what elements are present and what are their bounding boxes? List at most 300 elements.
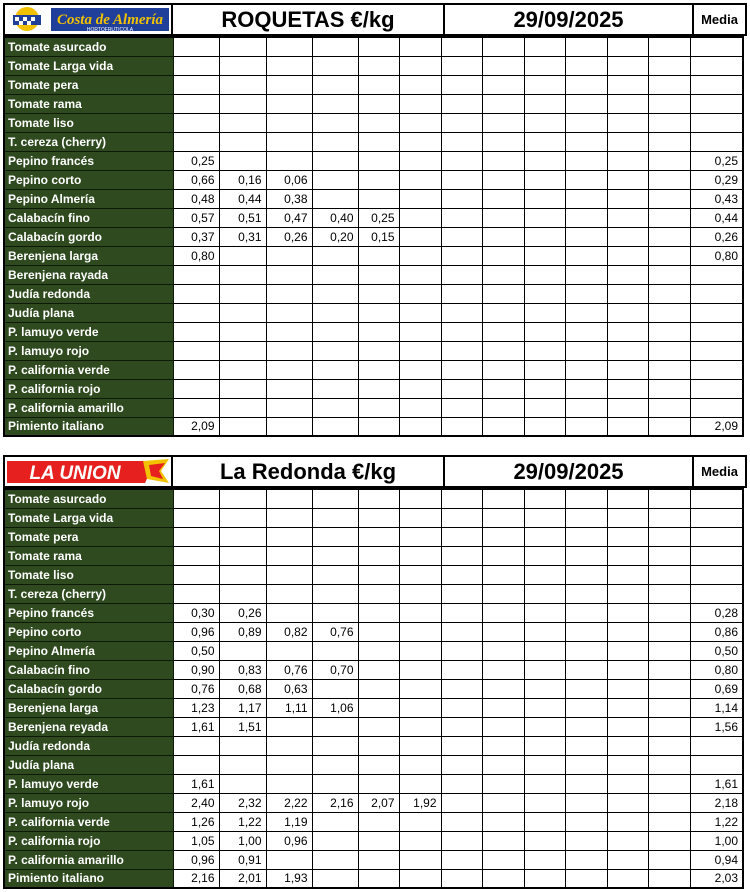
price-row	[4, 527, 743, 546]
price-cell	[173, 322, 219, 341]
price-row	[4, 56, 743, 75]
price-cell	[482, 360, 524, 379]
price-cell	[266, 379, 312, 398]
price-cell	[441, 774, 482, 793]
price-cell	[219, 584, 266, 603]
product-name: Judía redonda	[4, 736, 173, 755]
price-cell	[441, 322, 482, 341]
price-cell	[219, 379, 266, 398]
price-cell	[173, 284, 219, 303]
price-cell	[565, 227, 607, 246]
price-cell	[441, 508, 482, 527]
price-cell	[441, 584, 482, 603]
price-cell	[565, 698, 607, 717]
price-cell	[565, 641, 607, 660]
price-cell	[312, 869, 358, 888]
price-cell	[441, 227, 482, 246]
average-cell	[690, 322, 743, 341]
price-cell	[565, 417, 607, 436]
price-cell	[266, 527, 312, 546]
price-cell	[441, 189, 482, 208]
price-cell	[565, 94, 607, 113]
price-cell	[173, 56, 219, 75]
product-name: Berenjena larga	[4, 246, 173, 265]
price-cell	[607, 170, 648, 189]
price-cell	[219, 341, 266, 360]
price-cell	[607, 398, 648, 417]
price-cell	[219, 774, 266, 793]
price-cell	[607, 227, 648, 246]
price-cell: 1,23	[173, 698, 219, 717]
price-cell: 0,82	[266, 622, 312, 641]
price-row	[4, 622, 743, 641]
price-cell	[358, 341, 399, 360]
price-cell	[358, 75, 399, 94]
price-cell	[266, 56, 312, 75]
price-cell	[441, 341, 482, 360]
price-cell	[565, 265, 607, 284]
price-row	[4, 793, 743, 812]
price-cell	[482, 793, 524, 812]
svg-text:HORTOFRUTICOLA: HORTOFRUTICOLA	[86, 27, 134, 33]
price-cell	[173, 303, 219, 322]
average-cell: 0,80	[690, 246, 743, 265]
price-cell	[648, 698, 690, 717]
price-cell	[219, 565, 266, 584]
average-cell	[690, 584, 743, 603]
product-name: Tomate liso	[4, 113, 173, 132]
product-name: Tomate rama	[4, 546, 173, 565]
price-cell	[441, 622, 482, 641]
price-cell	[441, 379, 482, 398]
price-cell	[524, 303, 565, 322]
price-cell	[358, 265, 399, 284]
price-cell	[524, 417, 565, 436]
price-cell	[266, 265, 312, 284]
price-cell	[482, 603, 524, 622]
price-cell: 0,51	[219, 208, 266, 227]
price-cell	[173, 75, 219, 94]
price-cell	[399, 227, 441, 246]
price-cell	[312, 584, 358, 603]
price-cell	[441, 546, 482, 565]
average-cell	[690, 341, 743, 360]
price-cell	[482, 584, 524, 603]
price-cell	[173, 341, 219, 360]
product-name: Calabacín gordo	[4, 679, 173, 698]
product-name: Tomate asurcado	[4, 37, 173, 56]
price-cell	[399, 37, 441, 56]
price-cell	[312, 812, 358, 831]
price-cell	[441, 793, 482, 812]
price-cell	[524, 812, 565, 831]
price-cell	[358, 113, 399, 132]
price-cell	[607, 736, 648, 755]
average-cell	[690, 132, 743, 151]
price-cell	[441, 75, 482, 94]
price-cell	[648, 189, 690, 208]
price-cell	[524, 132, 565, 151]
price-cell: 1,06	[312, 698, 358, 717]
price-cell	[441, 812, 482, 831]
roquetas-header	[3, 3, 747, 36]
product-name: P. lamuyo verde	[4, 322, 173, 341]
price-cell	[607, 584, 648, 603]
price-cell	[565, 793, 607, 812]
product-name: Tomate Larga vida	[4, 56, 173, 75]
price-cell	[441, 265, 482, 284]
price-cell	[482, 698, 524, 717]
price-cell	[565, 189, 607, 208]
price-cell	[524, 398, 565, 417]
price-cell	[607, 565, 648, 584]
price-cell	[648, 227, 690, 246]
price-cell	[565, 75, 607, 94]
price-cell: 1,00	[219, 831, 266, 850]
price-cell	[565, 755, 607, 774]
price-cell: 0,57	[173, 208, 219, 227]
product-name: P. california verde	[4, 360, 173, 379]
price-cell	[607, 246, 648, 265]
price-cell	[524, 265, 565, 284]
price-cell	[607, 132, 648, 151]
price-cell	[441, 303, 482, 322]
price-cell	[358, 603, 399, 622]
price-cell	[399, 398, 441, 417]
price-cell	[565, 303, 607, 322]
price-cell	[565, 660, 607, 679]
price-cell	[648, 850, 690, 869]
price-cell	[358, 869, 399, 888]
price-cell	[482, 850, 524, 869]
price-cell	[607, 774, 648, 793]
price-row	[4, 284, 743, 303]
price-cell	[524, 360, 565, 379]
price-cell	[312, 755, 358, 774]
price-row	[4, 37, 743, 56]
price-cell	[607, 303, 648, 322]
product-name: Pepino francés	[4, 603, 173, 622]
price-cell	[399, 698, 441, 717]
price-row	[4, 508, 743, 527]
price-cell	[266, 546, 312, 565]
average-cell: 0,28	[690, 603, 743, 622]
product-name: Calabacín gordo	[4, 227, 173, 246]
product-name: Judía redonda	[4, 284, 173, 303]
price-cell	[524, 641, 565, 660]
price-cell	[266, 246, 312, 265]
price-cell	[312, 527, 358, 546]
price-cell	[399, 322, 441, 341]
price-cell	[312, 303, 358, 322]
price-cell	[441, 641, 482, 660]
price-cell	[399, 303, 441, 322]
price-cell	[399, 151, 441, 170]
price-cell	[607, 641, 648, 660]
price-cell	[565, 322, 607, 341]
price-cell	[399, 284, 441, 303]
price-cell	[358, 508, 399, 527]
price-cell	[219, 265, 266, 284]
price-cell	[524, 717, 565, 736]
price-cell: 0,96	[266, 831, 312, 850]
price-cell	[399, 736, 441, 755]
average-cell	[690, 113, 743, 132]
price-cell	[399, 417, 441, 436]
price-cell	[482, 527, 524, 546]
price-cell	[358, 831, 399, 850]
price-cell	[607, 189, 648, 208]
price-cell	[482, 265, 524, 284]
price-row	[4, 265, 743, 284]
price-cell: 1,93	[266, 869, 312, 888]
price-cell	[441, 850, 482, 869]
price-cell	[173, 755, 219, 774]
price-cell	[482, 736, 524, 755]
price-cell: 2,40	[173, 793, 219, 812]
price-cell: 0,68	[219, 679, 266, 698]
product-name: Pepino francés	[4, 151, 173, 170]
price-cell	[266, 641, 312, 660]
price-cell	[399, 170, 441, 189]
price-row	[4, 75, 743, 94]
costa-de-almeria-logo-graphic	[5, 5, 171, 34]
price-cell	[565, 208, 607, 227]
price-cell	[399, 527, 441, 546]
price-cell	[441, 398, 482, 417]
price-cell	[607, 113, 648, 132]
price-cell	[524, 527, 565, 546]
price-cell	[565, 546, 607, 565]
price-cell	[358, 850, 399, 869]
price-cell	[524, 379, 565, 398]
price-row	[4, 227, 743, 246]
price-cell	[482, 489, 524, 508]
price-cell	[565, 132, 607, 151]
average-cell: 1,00	[690, 831, 743, 850]
average-cell	[690, 508, 743, 527]
price-row	[4, 113, 743, 132]
price-cell	[358, 527, 399, 546]
product-name: Pepino corto	[4, 622, 173, 641]
price-cell	[524, 189, 565, 208]
price-cell	[312, 94, 358, 113]
price-row	[4, 151, 743, 170]
price-cell	[482, 398, 524, 417]
price-cell	[648, 793, 690, 812]
price-cell	[399, 75, 441, 94]
price-cell	[648, 379, 690, 398]
price-row	[4, 94, 743, 113]
price-cell	[399, 641, 441, 660]
price-cell	[312, 265, 358, 284]
price-cell	[648, 398, 690, 417]
price-cell	[565, 170, 607, 189]
price-cell: 1,19	[266, 812, 312, 831]
price-cell	[524, 37, 565, 56]
price-cell	[482, 208, 524, 227]
price-cell	[441, 736, 482, 755]
price-cell	[524, 94, 565, 113]
price-cell	[173, 360, 219, 379]
price-cell	[441, 717, 482, 736]
price-cell	[312, 132, 358, 151]
price-cell	[358, 322, 399, 341]
price-cell	[648, 774, 690, 793]
price-cell	[524, 698, 565, 717]
price-cell: 1,51	[219, 717, 266, 736]
price-cell	[312, 565, 358, 584]
price-cell	[482, 508, 524, 527]
price-cell: 2,09	[173, 417, 219, 436]
price-cell	[312, 736, 358, 755]
price-cell	[312, 641, 358, 660]
price-cell	[312, 151, 358, 170]
price-cell	[607, 717, 648, 736]
price-cell	[607, 284, 648, 303]
price-cell: 0,89	[219, 622, 266, 641]
price-row	[4, 132, 743, 151]
price-cell	[524, 584, 565, 603]
price-cell	[648, 508, 690, 527]
price-cell	[399, 850, 441, 869]
svg-text:Costa de Almería: Costa de Almería	[56, 12, 164, 28]
price-cell	[565, 151, 607, 170]
price-cell	[607, 417, 648, 436]
average-cell	[690, 546, 743, 565]
product-name: Calabacín fino	[4, 208, 173, 227]
price-cell	[482, 622, 524, 641]
price-cell	[648, 831, 690, 850]
price-cell	[266, 75, 312, 94]
price-row	[4, 660, 743, 679]
price-cell	[648, 284, 690, 303]
price-cell	[219, 641, 266, 660]
price-cell	[399, 812, 441, 831]
price-cell	[358, 132, 399, 151]
price-row	[4, 189, 743, 208]
price-cell	[524, 603, 565, 622]
price-cell	[482, 831, 524, 850]
price-cell	[358, 641, 399, 660]
price-cell	[312, 246, 358, 265]
price-cell	[648, 151, 690, 170]
price-cell	[441, 284, 482, 303]
price-cell	[358, 170, 399, 189]
price-cell	[358, 489, 399, 508]
price-row	[4, 565, 743, 584]
price-cell	[312, 603, 358, 622]
price-cell	[358, 379, 399, 398]
price-cell	[607, 508, 648, 527]
price-cell	[607, 698, 648, 717]
price-cell: 0,91	[219, 850, 266, 869]
product-name: P. lamuyo rojo	[4, 793, 173, 812]
price-cell	[607, 812, 648, 831]
price-cell	[648, 565, 690, 584]
price-cell	[358, 774, 399, 793]
price-cell	[266, 398, 312, 417]
price-cell	[219, 132, 266, 151]
price-cell	[648, 303, 690, 322]
price-cell: 0,76	[173, 679, 219, 698]
price-cell	[441, 603, 482, 622]
price-cell	[358, 246, 399, 265]
price-cell	[607, 755, 648, 774]
price-cell	[648, 170, 690, 189]
price-cell	[524, 246, 565, 265]
price-cell: 0,83	[219, 660, 266, 679]
price-row	[4, 755, 743, 774]
price-row	[4, 546, 743, 565]
price-cell	[441, 170, 482, 189]
price-cell	[266, 850, 312, 869]
price-cell	[312, 679, 358, 698]
price-cell	[524, 831, 565, 850]
price-cell	[399, 679, 441, 698]
price-cell	[565, 584, 607, 603]
price-cell	[565, 679, 607, 698]
product-name: P. california rojo	[4, 831, 173, 850]
average-cell	[690, 527, 743, 546]
price-cell	[399, 208, 441, 227]
price-cell: 0,80	[173, 246, 219, 265]
price-cell	[607, 869, 648, 888]
price-cell	[648, 341, 690, 360]
average-cell	[690, 284, 743, 303]
price-cell	[358, 546, 399, 565]
product-name: Tomate Larga vida	[4, 508, 173, 527]
average-cell: 0,69	[690, 679, 743, 698]
price-cell	[441, 208, 482, 227]
price-cell	[266, 565, 312, 584]
price-cell	[219, 736, 266, 755]
price-cell	[607, 831, 648, 850]
price-cell	[312, 360, 358, 379]
price-cell: 0,48	[173, 189, 219, 208]
price-cell: 1,11	[266, 698, 312, 717]
price-cell	[482, 717, 524, 736]
product-name: Calabacín fino	[4, 660, 173, 679]
price-cell	[219, 360, 266, 379]
price-cell: 2,01	[219, 869, 266, 888]
product-name: P. california verde	[4, 812, 173, 831]
price-cell	[565, 489, 607, 508]
price-cell	[482, 379, 524, 398]
price-cell	[358, 812, 399, 831]
price-cell	[607, 603, 648, 622]
price-cell	[399, 508, 441, 527]
price-cell: 0,26	[219, 603, 266, 622]
price-cell	[648, 208, 690, 227]
price-cell	[648, 603, 690, 622]
price-cell	[524, 546, 565, 565]
price-cell	[565, 360, 607, 379]
price-cell	[648, 322, 690, 341]
price-cell	[524, 774, 565, 793]
price-cell	[358, 37, 399, 56]
average-cell	[690, 755, 743, 774]
price-cell	[607, 489, 648, 508]
price-cell: 0,76	[312, 622, 358, 641]
price-cell	[482, 812, 524, 831]
price-cell	[399, 565, 441, 584]
price-cell	[482, 170, 524, 189]
price-cell	[607, 850, 648, 869]
price-cell: 1,17	[219, 698, 266, 717]
price-cell	[399, 622, 441, 641]
price-cell	[399, 546, 441, 565]
